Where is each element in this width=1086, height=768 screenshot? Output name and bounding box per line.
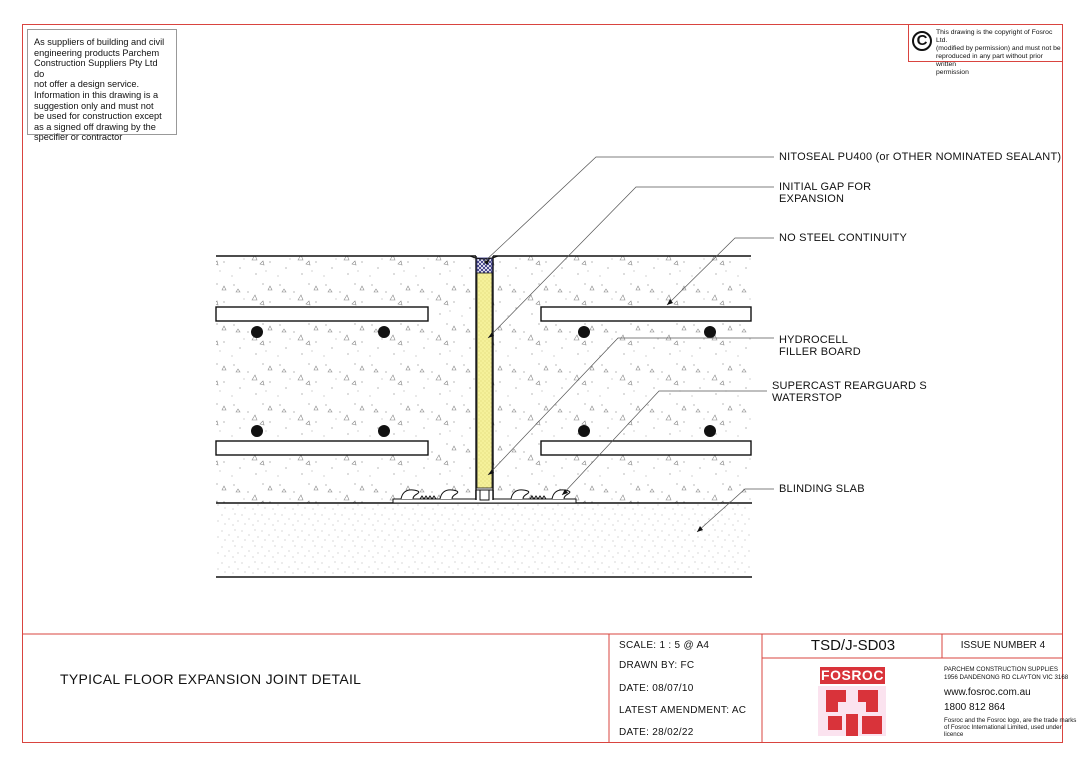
trademark-line3: licence [944,731,964,738]
date-text: DATE: 08/07/10 [619,683,694,694]
filler-label-line2: FILLER BOARD [779,346,861,358]
disclaimer-line: not offer a design service. [34,79,140,90]
copyright-line: reproduced in any part without prior written [936,53,1043,68]
disclaimer-line: suggestion only and must not [34,100,154,111]
gap-label-line2: EXPANSION [779,193,845,205]
disclaimer-line: specifier or contractor [34,132,123,143]
blinding-label: BLINDING SLAB [779,483,865,495]
fosroc-logo-mark [818,686,886,736]
steel-label: NO STEEL CONTINUITY [779,232,908,244]
drawn-by-text: DRAWN BY: FC [619,660,695,671]
scale-text: SCALE: 1 : 5 @ A4 [619,640,710,651]
left-slab [216,256,476,503]
phone-number: 1800 812 864 [944,702,1006,713]
issue-number: ISSUE NUMBER 4 [960,640,1046,651]
gap-label-line1: INITIAL GAP FOR [779,181,872,193]
disclaimer-line: Construction Suppliers Pty Ltd do [34,58,158,79]
filler-board [477,273,492,488]
disclaimer-line: Information in this drawing is a [34,89,159,100]
trademark-line2: of Fosroc International Limited, used under [944,724,1062,731]
sealant-label: NITOSEAL PU400 (or OTHER NOMINATED SEALANT) [779,151,1062,163]
drawing-number: TSD/J-SD03 [810,637,896,654]
website-link[interactable]: www.fosroc.com.au [944,687,1031,698]
latest-amendment-text: LATEST AMENDMENT: AC [619,705,747,716]
company-name: PARCHEM CONSTRUCTION SUPPLIES [944,666,1059,673]
sealant [477,258,492,273]
company-address: 1956 DANDENONG RD CLAYTON VIC 3168 [944,674,1069,681]
fosroc-logo-text: FOSROC [821,667,884,683]
disclaimer-line: As suppliers of building and civil [34,37,165,47]
blinding-slab [216,503,752,577]
disclaimer-line: be used for construction except [34,111,162,122]
amend-date-text: DATE: 28/02/22 [619,727,694,738]
copyright-line: permission [936,69,969,76]
trademark-line1: Fosroc and the Fosroc logo, are the trade marks [944,717,1077,724]
waterstop-label-line2: WATERSTOP [772,392,843,404]
filler-label-line1: HYDROCELL [779,334,849,346]
disclaimer-line: as a signed off drawing by the [34,121,156,132]
copyright-icon: C [912,31,932,51]
drawing-title: TYPICAL FLOOR EXPANSION JOINT DETAIL [60,671,362,687]
copyright-line: This drawing is the copyright of Fosroc Ltd. [936,29,1053,44]
waterstop-label-line1: SUPERCAST REARGUARD S [772,380,927,392]
copyright-line: (modified by permission) and must not be [936,45,1061,52]
disclaimer-line: engineering products Parchem [34,47,160,58]
